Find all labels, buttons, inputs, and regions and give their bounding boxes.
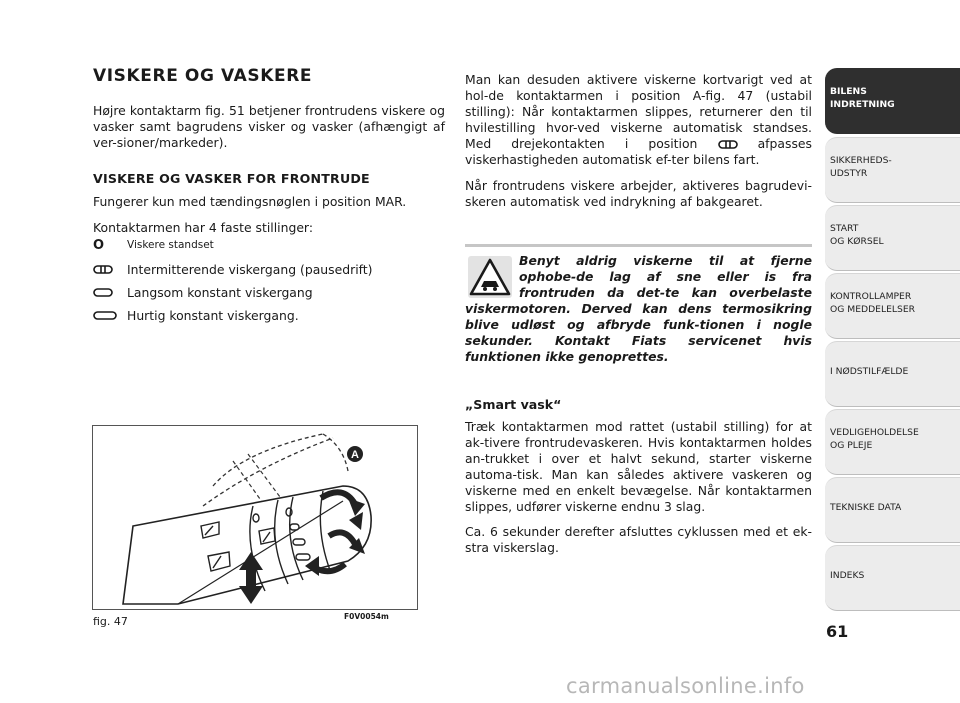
sidebar-tab-vedligeholdelse[interactable] [825, 409, 960, 475]
position-label: Langsom konstant viskergang [127, 284, 313, 300]
ignition-text: Fungerer kun med tændingsnøglen i position MAR. [93, 194, 407, 209]
tab-label-line1: KONTROLLAMPER [830, 291, 912, 302]
warning-box [465, 253, 812, 365]
warning-divider [465, 244, 812, 247]
tab-label-line1: I NØDSTILFÆLDE [830, 366, 909, 377]
sidebar-tab-start-og-korsel[interactable] [825, 205, 960, 271]
sidebar-tab-kontrollamper[interactable] [825, 273, 960, 339]
position-label: Hurtig konstant viskergang. [127, 307, 299, 323]
tab-label-line2: INDRETNING [830, 99, 895, 110]
tab-label-line1: SIKKERHEDS- [830, 155, 892, 166]
fast-symbol-icon [93, 311, 127, 320]
warning-text: Benyt aldrig viskerne til at fjerne ophobe-de lag af sne eller is fra frontruden da det-te kan overbelaste viskermotoren. Derved kan dens termosikring blive udløst og afbryde funk-tionen i nogle sekunder. Kontakt Fiats servicenet hvis funktionen ikke genoprettes. [465, 253, 812, 364]
page-title: VISKERE OG VASKERE [93, 66, 313, 86]
position-item-intermittent [93, 259, 372, 279]
right-p1-text: Man kan desuden aktivere viskerne kortvarigt ved at hol-de kontaktarmen i position A-fig. 47 (ustabil stilling): Når kontaktarmen slippes, returnerer den til hvilestilling hvor-ved viskerne automatisk standses. Med drejekontakten i position [465, 72, 812, 151]
right-paragraph-2: Når frontrudens viskere arbejder, aktiveres bagrudevi-skeren automatisk ved indrykning af bakgearet. [465, 178, 812, 209]
positions-intro: Kontaktarmen har 4 faste stillinger: [93, 220, 313, 235]
smart-wash-paragraph-1: Træk kontaktarmen mod rattet (ustabil stilling) for at ak-tivere frontrudevaskeren. Hvis kontaktarmen holdes an-trukket i over et halvt sekund, starter viskerne automa-tisk. Man kan således aktivere vaskeren og viskerne med en enkelt bevægelse. Når kontaktarmen slippes, udfører viskerne endnu 3 slag. [465, 419, 812, 514]
sidebar-tab-indeks[interactable] [825, 545, 960, 611]
wiper-stalk-illustration [93, 426, 417, 609]
figure-wiper-stalk [92, 425, 418, 610]
figure-code: F0V0054m [344, 612, 389, 621]
position-label: Intermitterende viskergang (pausedrift) [127, 261, 373, 277]
tab-label-line2: UDSTYR [830, 168, 868, 179]
tab-label-line1: INDEKS [830, 570, 865, 581]
sidebar-tab-nodstilfaelde[interactable] [825, 341, 960, 407]
intermittent-inline-icon [718, 140, 738, 149]
tab-label-line2: OG PLEJE [830, 440, 873, 451]
right-paragraph-1 [465, 72, 812, 168]
smart-wash-paragraph-2: Ca. 6 sekunder derefter afsluttes cyklussen med et ek-stra viskerslag. [465, 524, 812, 555]
warning-icon [465, 253, 515, 301]
off-symbol: O [93, 237, 105, 253]
tab-label-line2: OG MEDDELELSER [830, 304, 916, 315]
intermittent-symbol-icon [93, 265, 127, 274]
position-item-fast [93, 305, 299, 325]
smart-wash-title: „Smart vask“ [465, 397, 562, 412]
sidebar-tab-bilens-indretning[interactable] [825, 68, 960, 134]
tab-label-line1: TEKNISKE DATA [830, 502, 902, 513]
slow-symbol-icon [93, 288, 127, 297]
watermark: carmanualsonline.info [566, 674, 805, 698]
tab-label-line1: VEDLIGEHOLDELSE [830, 427, 919, 438]
position-label: Viskere standset [127, 239, 214, 251]
tab-label-line2: OG KØRSEL [830, 236, 884, 247]
tab-label-line1: BILENS [830, 86, 867, 97]
tab-label-line1: START [830, 223, 859, 234]
position-item-slow [93, 282, 313, 302]
position-item-off [93, 235, 214, 255]
sidebar-tab-tekniske-data[interactable] [825, 477, 960, 543]
figure-caption: fig. 47 [93, 615, 128, 628]
intro-paragraph: Højre kontaktarm fig. 51 betjener frontrudens viskere og vasker samt bagrudens visker og vasker (afhængigt af ver-sioner/markeder). [93, 103, 445, 150]
page-number: 61 [826, 622, 849, 641]
section-title: VISKERE OG VASKER FOR FRONTRUDE [93, 171, 370, 186]
sidebar-tab-sikkerhedsudstyr[interactable] [825, 137, 960, 203]
right-p1-tail: afpasses viskerhastigheden automatisk ef-ter bilens fart. [465, 136, 812, 167]
figure-label-a: A [351, 449, 359, 461]
